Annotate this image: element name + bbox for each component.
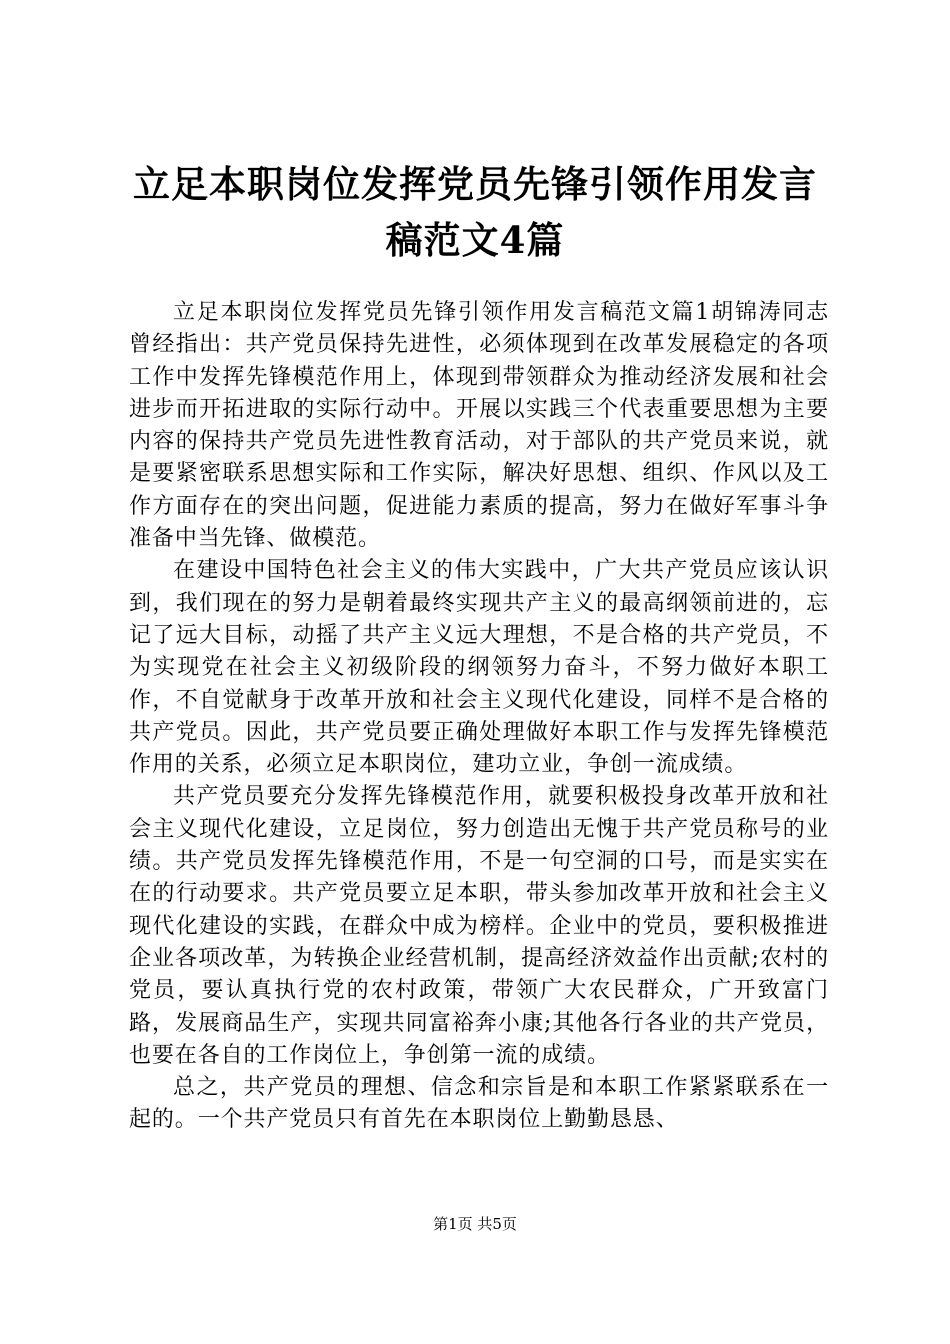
- paragraph-2: 在建设中国特色社会主义的伟大实践中，广大共产党员应该认识到，我们现在的努力是朝着最终实现共产主义的最高纲领前进的，忘记了远大目标，动摇了共产主义远大理想，不是合格的共产党员，不为实现党在社会主义初级阶段的纲领努力奋斗，不努力做好本职工作，不自觉献身于改革开放和社会主义现代化建设，同样不是合格的共产党员。因此，共产党员要正确处理做好本职工作与发挥先锋模范作用的关系，必须立足本职岗位，建功立业，争创一流成绩。: [129, 558, 829, 778]
- paragraph-1: 立足本职岗位发挥党员先锋引领作用发言稿范文篇1胡锦涛同志曾经指出：共产党员保持先进性，必须体现到在改革发展稳定的各项工作中发挥先锋模范作用上，体现到带领群众为推动经济发展和社会进步而开拓进取的实际行动中。开展以实践三个代表重要思想为主要内容的保持共产党员先进性教育活动，对于部队的共产党员来说，就是要紧密联系思想实际和工作实际，解决好思想、组织、作风以及工作方面存在的突出问题，促进能力素质的提高，努力在做好军事斗争准备中当先锋、做模范。: [129, 300, 829, 552]
- paragraph-4: 总之，共产党员的理想、信念和宗旨是和本职工作紧紧联系在一起的。一个共产党员只有首先在本职岗位上勤勤恳恳、: [129, 1075, 829, 1133]
- page-number-footer: 第1页 共5页: [433, 1215, 517, 1233]
- document-body: [129, 297, 829, 1137]
- paragraph-3: 共产党员要充分发挥先锋模范作用，就要积极投身改革开放和社会主义现代化建设，立足岗位，努力创造出无愧于共产党员称号的业绩。共产党员发挥先锋模范作用，不是一句空洞的口号，而是实实在在的行动要求。共产党员要立足本职，带头参加改革开放和社会主义现代化建设的实践，在群众中成为榜样。企业中的党员，要积极推进企业各项改革，为转换企业经营机制，提高经济效益作出贡献;农村的党员，要认真执行党的农村政策，带领广大农民群众，广开致富门路，发展商品生产，实现共同富裕奔小康;其他各行各业的共产党员，也要在各自的工作岗位上，争创第一流的成绩。: [129, 784, 829, 1068]
- document-title: 立足本职岗位发挥党员先锋引领作用发言稿范文4篇: [133, 162, 817, 262]
